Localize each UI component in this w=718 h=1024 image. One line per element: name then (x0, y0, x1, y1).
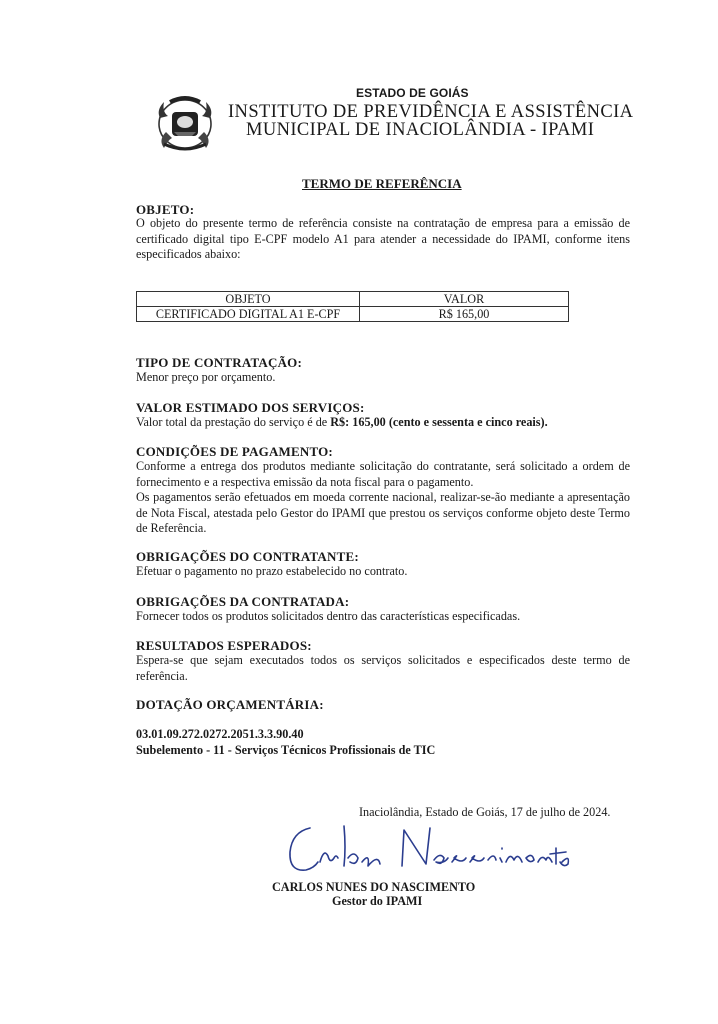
valor-estimado-prefix: Valor total da prestação do serviço é de (136, 415, 331, 429)
obrigacoes-contratada-heading: OBRIGAÇÕES DA CONTRATADA: (136, 594, 350, 609)
tipo-contratacao-heading: TIPO DE CONTRATAÇÃO: (136, 355, 303, 370)
condicoes-pagamento-paragraph2: Os pagamentos serão efetuados em moeda corrente nacional, realizar-se-ão mediante a apresentação de Nota Fiscal, atestada pelo Gestor do IPAMI que prestou os serviços conforme objeto deste Termo de Referência. (136, 490, 630, 535)
resultados-heading: RESULTADOS ESPERADOS: (136, 638, 312, 653)
table-cell-valor: R$ 165,00 (360, 307, 569, 322)
valor-estimado-amount: R$: 165,00 (cento e sessenta e cinco reais). (330, 415, 548, 429)
state-name: ESTADO DE GOIÁS (356, 86, 469, 100)
valor-estimado-text (136, 415, 630, 431)
dotacao-heading: DOTAÇÃO ORÇAMENTÁRIA: (136, 697, 324, 712)
tipo-contratacao-text: Menor preço por orçamento. (136, 370, 276, 384)
objeto-heading: OBJETO: (136, 202, 195, 217)
signer-role: Gestor do IPAMI (332, 894, 423, 908)
objeto-text: O objeto do presente termo de referência consiste na contratação de empresa para a emissão de certificado digital tipo E-CPF modelo A1 para atender a necessidade do IPAMI, conforme itens especificados abaixo: (136, 216, 630, 261)
condicoes-pagamento-paragraph1: Conforme a entrega dos produtos mediante solicitação do contratante, será solicitado a ordem de fornecimento e a respectiva emissão da nota fiscal para o pagamento. (136, 459, 630, 489)
place-date: Inaciolândia, Estado de Goiás, 17 de julho de 2024. (359, 805, 611, 819)
resultados-text: Espera-se que sejam executados todos os serviços solicitados e especificados deste termo de referência. (136, 653, 630, 683)
condicoes-pagamento-heading: CONDIÇÕES DE PAGAMENTO: (136, 444, 333, 459)
table-header-objeto: OBJETO (137, 292, 360, 307)
table-row (137, 307, 569, 322)
obrigacoes-contratante-text: Efetuar o pagamento no prazo estabelecido no contrato. (136, 564, 408, 578)
table-header-valor: VALOR (360, 292, 569, 307)
table-cell-objeto: CERTIFICADO DIGITAL A1 E-CPF (137, 307, 360, 322)
table-header-row (137, 292, 569, 307)
signer-name: CARLOS NUNES DO NASCIMENTO (272, 880, 476, 894)
dotacao-code: 03.01.09.272.0272.2051.3.3.90.40 (136, 727, 304, 741)
institution-name-line2: MUNICIPAL DE INACIOLÂNDIA - IPAMI (246, 120, 595, 140)
document-title: TERMO DE REFERÊNCIA (302, 176, 462, 191)
valor-estimado-heading: VALOR ESTIMADO DOS SERVIÇOS: (136, 400, 365, 415)
obrigacoes-contratante-heading: OBRIGAÇÕES DO CONTRATANTE: (136, 549, 359, 564)
items-table (136, 291, 569, 322)
dotacao-subelemento: Subelemento - 11 - Serviços Técnicos Profissionais de TIC (136, 743, 436, 757)
municipal-seal-icon (152, 92, 218, 152)
obrigacoes-contratada-text: Fornecer todos os produtos solicitados dentro das características especificadas. (136, 609, 521, 623)
institution-name-line1: INSTITUTO DE PREVIDÊNCIA E ASSISTÊNCIA (228, 102, 634, 122)
handwritten-signature (284, 818, 574, 880)
